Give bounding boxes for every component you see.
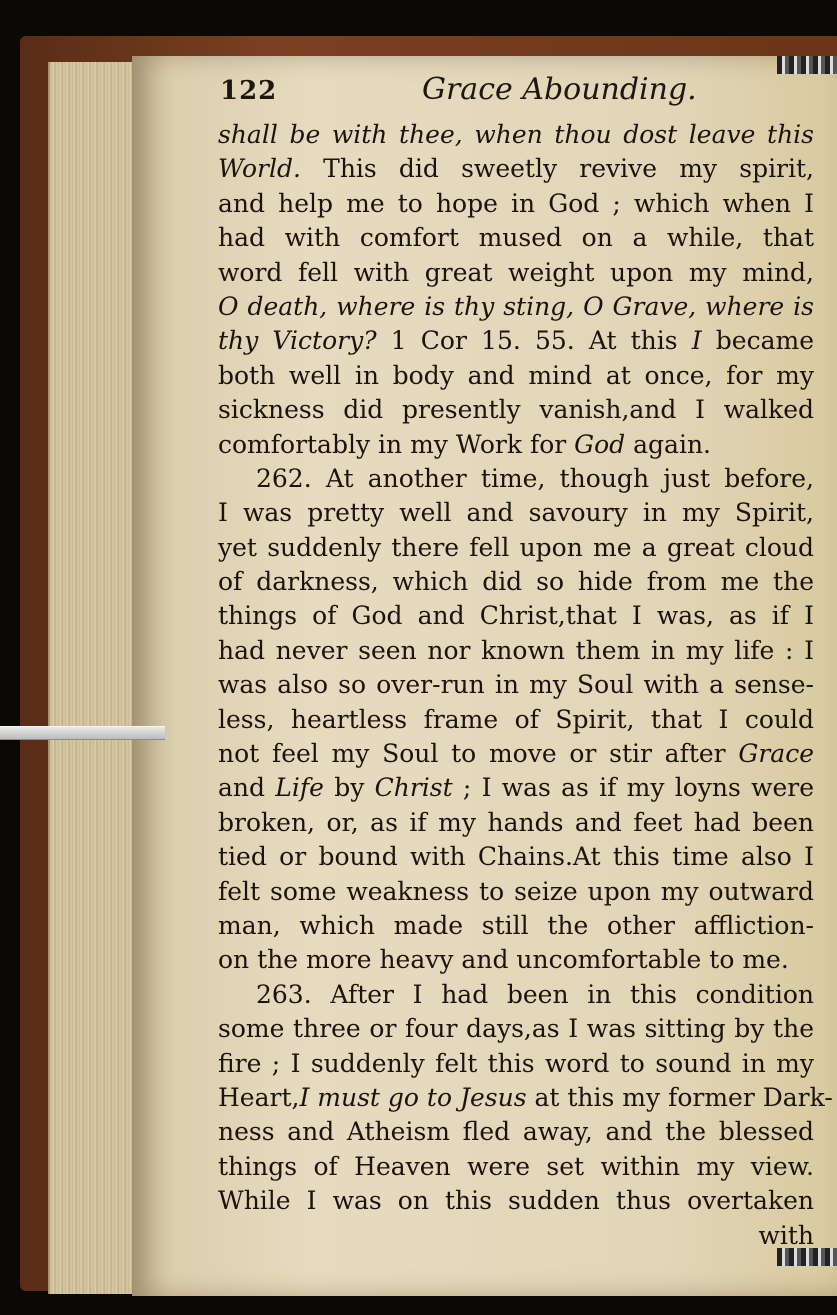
text-run: at this my former Dark- [526, 1082, 833, 1112]
text-line [218, 187, 814, 221]
text-run: not feel my Soul to move or stir after [218, 739, 739, 769]
text-run: World. [218, 154, 324, 184]
text-line [218, 599, 814, 633]
text-line [218, 1081, 833, 1115]
text-line [218, 943, 814, 977]
text-run: 263. After I had been in this condition [256, 979, 814, 1009]
text-run: 1 Cor 15. 55. At this [390, 326, 692, 356]
page-number: 122 [220, 76, 278, 106]
text-line [218, 531, 814, 565]
text-block [218, 118, 833, 1253]
catchword [218, 1219, 814, 1253]
page-edges [48, 62, 142, 1294]
text-line [218, 393, 814, 427]
text-run: and help me to hope in God ; which when I [218, 188, 814, 218]
text-run: tied or bound with Chains.At this time also I [218, 842, 814, 872]
text-run: Grace [738, 739, 814, 769]
text-run: This did sweetly revive my spirit, [323, 154, 815, 184]
text-run: shall be with thee, when thou dost leave this [218, 120, 814, 149]
text-run: became [701, 326, 814, 356]
text-run: fire ; I suddenly felt this word to sound in my [218, 1048, 814, 1078]
text-run: things of Heaven were set within my view. [218, 1151, 814, 1181]
text-line [218, 1012, 814, 1046]
text-line [218, 909, 814, 943]
text-run: comfortably in my Work for [218, 429, 575, 459]
text-run: by [323, 773, 375, 803]
text-run: I was pretty well and savoury in my Spirit, [218, 498, 814, 528]
text-run: some three or four days,as I was sitting by the [218, 1014, 814, 1044]
text-run: word fell with great weight upon my mind, [218, 257, 814, 287]
text-run: I must go to Jesus [299, 1082, 527, 1112]
text-run: Heart, [218, 1082, 300, 1112]
text-run: God [574, 429, 626, 459]
text-run: 262. At another time, though just before, [256, 463, 814, 493]
text-line [218, 1047, 814, 1081]
text-line [218, 771, 814, 805]
text-line [218, 256, 814, 290]
text-run: broken, or, as if my hands and feet had been [218, 807, 814, 837]
text-line [218, 875, 814, 909]
bookmark-tab [0, 726, 165, 740]
text-run: Christ [374, 773, 453, 803]
text-run: ; I was as if my loyns were [452, 773, 815, 803]
text-line [218, 496, 814, 530]
text-run: Life [275, 773, 324, 803]
text-line [218, 1115, 814, 1149]
text-line [218, 1184, 814, 1218]
text-run: I [691, 326, 702, 356]
text-run: again. [625, 429, 711, 459]
text-line [218, 565, 814, 599]
text-line [218, 668, 814, 702]
running-title: Grace Abounding. [422, 72, 697, 107]
text-line [218, 978, 814, 1012]
text-line [218, 1150, 814, 1184]
text-run: had with comfort mused on a while, that [218, 223, 814, 253]
text-line [218, 634, 814, 668]
text-line [218, 118, 814, 152]
text-line [218, 152, 814, 186]
text-run: was also so over-run in my Soul with a sense- [218, 670, 814, 700]
text-run: felt some weakness to seize upon my outward [218, 876, 814, 906]
text-run: thy Victory? [218, 326, 391, 356]
text-run: sickness did presently vanish,and I walked [218, 395, 814, 425]
text-run: and [218, 773, 276, 803]
text-run: of darkness, which did so hide from me the [218, 567, 814, 597]
running-head [220, 72, 820, 112]
text-line [218, 324, 814, 358]
text-run: less, heartless frame of Spirit, that I could [218, 704, 814, 734]
text-run: O death, where is thy sting, O Grave, where is [218, 291, 814, 321]
text-run: man, which made still the other affliction- [218, 910, 814, 940]
text-run: had never seen nor known them in my life : I [218, 635, 814, 665]
text-line [218, 428, 814, 462]
text-line [218, 359, 814, 393]
text-line [218, 462, 814, 496]
text-run: both well in body and mind at once, for my [218, 360, 814, 390]
text-run: ness and Atheism fled away, and the blessed [218, 1117, 814, 1147]
text-run: with [758, 1220, 814, 1250]
text-run: yet suddenly there fell upon me a great cloud [218, 532, 814, 562]
text-line [218, 840, 814, 874]
text-run: things of God and Christ,that I was, as if I [218, 601, 814, 631]
text-line [218, 806, 814, 840]
text-run: While I was on this sudden thus overtaken [218, 1186, 814, 1216]
text-line [218, 737, 814, 771]
text-run: on the more heavy and uncomfortable to me. [218, 945, 789, 975]
text-line [218, 703, 814, 737]
text-line [218, 290, 814, 324]
text-line [218, 221, 814, 255]
